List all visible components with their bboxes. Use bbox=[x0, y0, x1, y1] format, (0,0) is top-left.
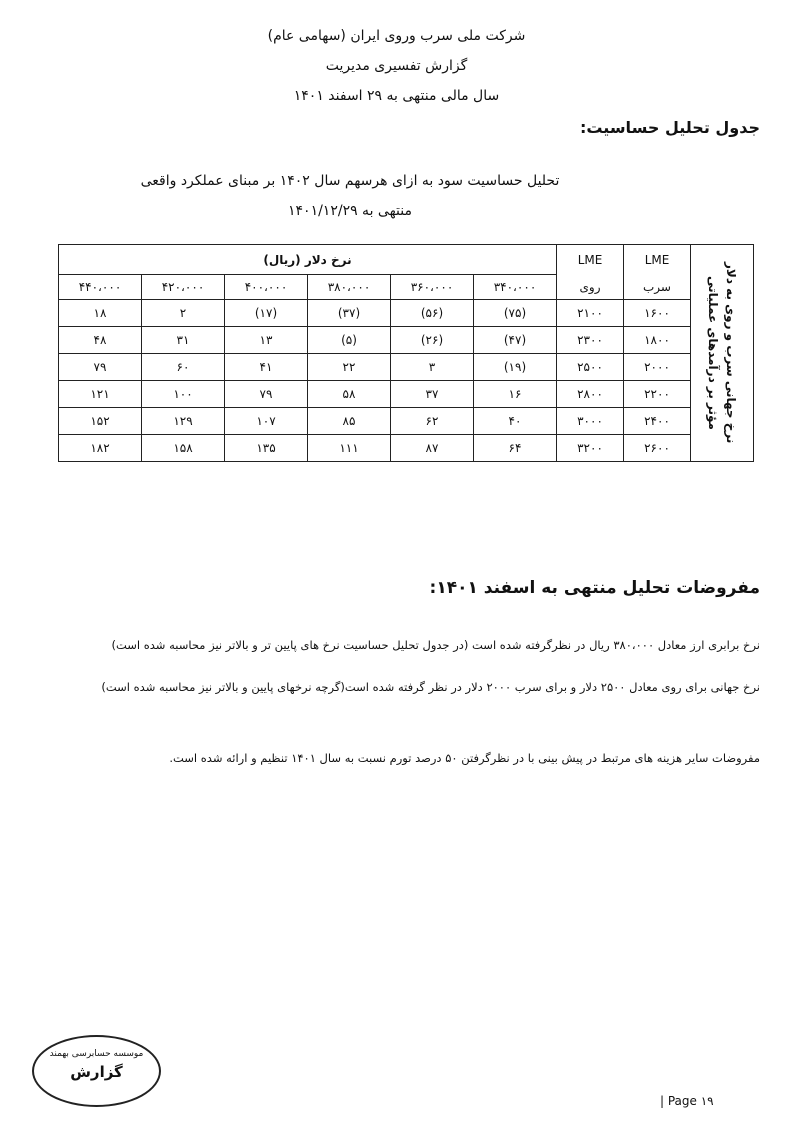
eps-value-cell: ۱۰۰ bbox=[142, 381, 225, 408]
zinc-price-cell: ۲۱۰۰ bbox=[557, 300, 624, 327]
zinc-price-cell: ۳۲۰۰ bbox=[557, 435, 624, 462]
lme-zinc-header: LME bbox=[557, 245, 624, 275]
dollar-rate-header: نرخ دلار (ریال) bbox=[59, 245, 557, 275]
eps-value-cell: ۱۰۷ bbox=[225, 408, 308, 435]
eps-value-cell: ۶۰ bbox=[142, 354, 225, 381]
lead-price-cell: ۱۶۰۰ bbox=[624, 300, 691, 327]
eps-value-cell: ۱۵۸ bbox=[142, 435, 225, 462]
dollar-rate-header-cell: ۳۶۰،۰۰۰ bbox=[391, 275, 474, 300]
table-row bbox=[59, 435, 754, 462]
eps-value-cell: ۲ bbox=[142, 300, 225, 327]
zinc-price-cell: ۲۳۰۰ bbox=[557, 327, 624, 354]
dollar-rate-header-cell: ۴۴۰،۰۰۰ bbox=[59, 275, 142, 300]
table-row bbox=[59, 354, 754, 381]
lead-price-cell: ۲۴۰۰ bbox=[624, 408, 691, 435]
eps-value-cell: ۳ bbox=[391, 354, 474, 381]
eps-value-cell: ۱۲۱ bbox=[59, 381, 142, 408]
eps-value-cell: ۱۸ bbox=[59, 300, 142, 327]
eps-value-cell: ۳۱ bbox=[142, 327, 225, 354]
stamp-word: گزارش bbox=[70, 1063, 123, 1081]
dollar-rate-header-cell: ۳۴۰،۰۰۰ bbox=[474, 275, 557, 300]
table-row bbox=[59, 408, 754, 435]
dollar-rate-header-cell: ۴۲۰،۰۰۰ bbox=[142, 275, 225, 300]
eps-value-cell: ۱۵۲ bbox=[59, 408, 142, 435]
eps-value-cell: ۴۰ bbox=[474, 408, 557, 435]
eps-value-cell: (۵۶) bbox=[391, 300, 474, 327]
eps-value-cell: ۱۳ bbox=[225, 327, 308, 354]
table-caption-line1: تحلیل حساسیت سود به ازای هرسهم سال ۱۴۰۲ بر مبنای عملکرد واقعی bbox=[140, 173, 560, 189]
eps-value-cell: ۴۸ bbox=[59, 327, 142, 354]
eps-value-cell: ۴۱ bbox=[225, 354, 308, 381]
stamp-org-name: موسسه حسابرسی بهمند bbox=[49, 1049, 144, 1059]
auditor-stamp bbox=[32, 1035, 161, 1107]
lead-price-cell: ۱۸۰۰ bbox=[624, 327, 691, 354]
lead-price-cell: ۲۶۰۰ bbox=[624, 435, 691, 462]
sensitivity-section-title: جدول تحلیل حساسیت: bbox=[579, 118, 760, 137]
eps-value-cell: ۱۲۹ bbox=[142, 408, 225, 435]
eps-value-cell: ۷۹ bbox=[225, 381, 308, 408]
eps-value-cell: ۱۳۵ bbox=[225, 435, 308, 462]
company-name: شرکت ملی سرب وروی ایران (سهامی عام) bbox=[267, 28, 526, 44]
dollar-rate-header-cell: ۳۸۰،۰۰۰ bbox=[308, 275, 391, 300]
fiscal-period: سال مالی منتهی به ۲۹ اسفند ۱۴۰۱ bbox=[293, 88, 500, 104]
eps-value-cell: (۵) bbox=[308, 327, 391, 354]
eps-value-cell: ۶۴ bbox=[474, 435, 557, 462]
eps-value-cell: (۲۶) bbox=[391, 327, 474, 354]
assumption-exchange-rate: نرخ برابری ارز معادل ۳۸۰،۰۰۰ ریال در نظرگرفته شده است (در جدول تحلیل حساسیت نرخ های پایین تر و بالاتر نیز محاسبه شده است) bbox=[111, 638, 760, 652]
table-row bbox=[59, 381, 754, 408]
assumption-other-costs: مفروضات سایر هزینه های مرتبط در پیش بینی با در نظرگرفتن ۵۰ درصد تورم نسبت به سال ۱۴۰۱ تنظیم و ارائه شده است. bbox=[169, 751, 760, 765]
lme-zinc-subheader: روی bbox=[557, 275, 624, 300]
zinc-price-cell: ۲۸۰۰ bbox=[557, 381, 624, 408]
dollar-rate-header-cell: ۴۰۰،۰۰۰ bbox=[225, 275, 308, 300]
sensitivity-table bbox=[58, 244, 754, 462]
zinc-price-cell: ۲۵۰۰ bbox=[557, 354, 624, 381]
report-title: گزارش تفسیری مدیریت bbox=[325, 58, 468, 74]
eps-value-cell: (۳۷) bbox=[308, 300, 391, 327]
eps-value-cell: (۷۵) bbox=[474, 300, 557, 327]
assumptions-title: مفروضات تحلیل منتهی به اسفند ۱۴۰۱: bbox=[429, 578, 760, 598]
eps-value-cell: ۸۷ bbox=[391, 435, 474, 462]
eps-value-cell: (۴۷) bbox=[474, 327, 557, 354]
eps-value-cell: ۲۲ bbox=[308, 354, 391, 381]
table-caption-line2: منتهی به ۱۴۰۱/۱۲/۲۹ bbox=[288, 203, 412, 219]
eps-value-cell: (۱۹) bbox=[474, 354, 557, 381]
lme-lead-subheader: سرب bbox=[624, 275, 691, 300]
eps-value-cell: ۱۱۱ bbox=[308, 435, 391, 462]
page-number: | Page ۱۹ bbox=[660, 1094, 714, 1108]
lead-price-cell: ۲۲۰۰ bbox=[624, 381, 691, 408]
table-row bbox=[59, 300, 754, 327]
eps-value-cell: ۵۸ bbox=[308, 381, 391, 408]
lead-price-cell: ۲۰۰۰ bbox=[624, 354, 691, 381]
row-axis-label: نرخ جهانی سرب و روی به دلار مؤثر بر درآمدهای عملیاتی bbox=[691, 245, 754, 462]
eps-value-cell: (۱۷) bbox=[225, 300, 308, 327]
eps-value-cell: ۱۸۲ bbox=[59, 435, 142, 462]
eps-value-cell: ۳۷ bbox=[391, 381, 474, 408]
lme-lead-header: LME bbox=[624, 245, 691, 275]
eps-value-cell: ۷۹ bbox=[59, 354, 142, 381]
assumption-metal-prices: نرخ جهانی برای روی معادل ۲۵۰۰ دلار و برای سرب ۲۰۰۰ دلار در نظر گرفته شده است(گرچه نرخهای پایین و بالاتر نیز محاسبه شده است) bbox=[101, 680, 760, 694]
eps-value-cell: ۶۲ bbox=[391, 408, 474, 435]
eps-value-cell: ۸۵ bbox=[308, 408, 391, 435]
table-row bbox=[59, 327, 754, 354]
eps-value-cell: ۱۶ bbox=[474, 381, 557, 408]
zinc-price-cell: ۳۰۰۰ bbox=[557, 408, 624, 435]
